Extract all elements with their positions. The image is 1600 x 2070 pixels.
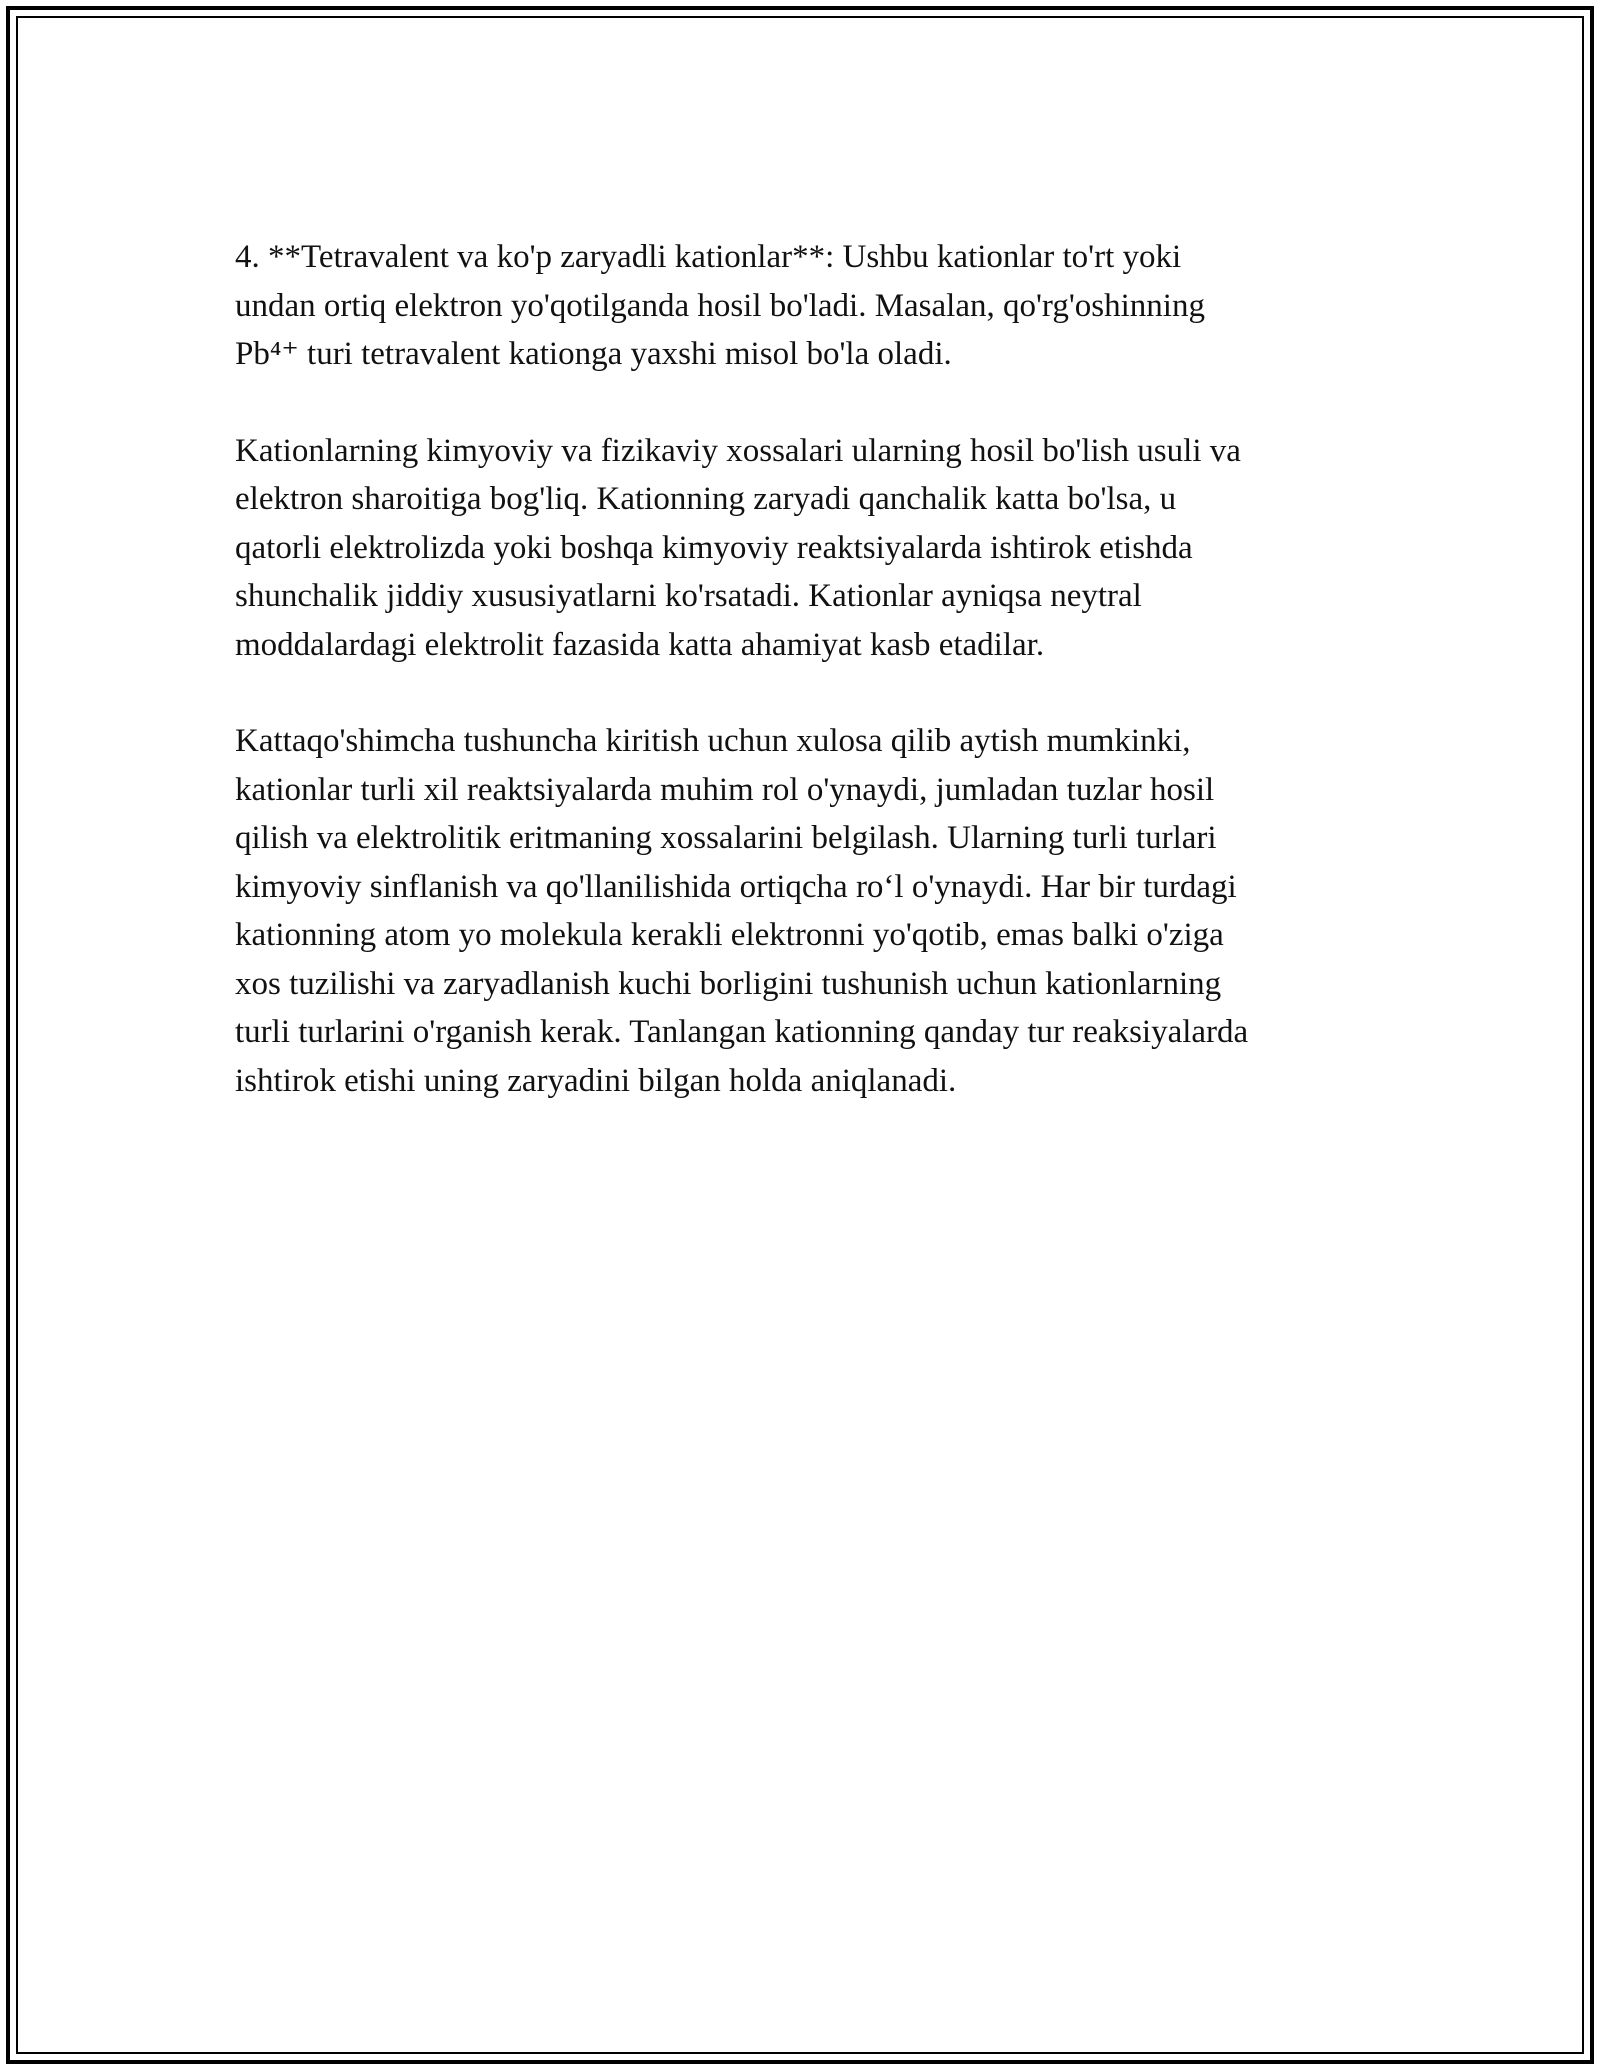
document-body xyxy=(235,233,1375,1153)
paragraph-cation-properties: Kationlarning kimyoviy va fizikaviy xossalari ularning hosil bo'lish usuli va elektron sharoitiga bog'liq. Kationning zaryadi qanchalik katta bo'lsa, u qatorli elektrolizda yoki boshqa kimyoviy reaktsiyalarda ishtirok etishda shunchalik jiddiy xususiyatlarni ko'rsatadi. Kationlar ayniqsa neytral moddalardagi elektrolit fazasida katta ahamiyat kasb etadilar. xyxy=(235,432,1241,663)
paragraph-conclusion: Kattaqo'shimcha tushuncha kiritish uchun xulosa qilib aytish mumkinki, kationlar turli xil reaktsiyalarda muhim rol o'ynaydi, jumladan tuzlar hosil qilish va elektrolitik eritmaning xossalarini belgilash. Ularning turli turlari kimyoviy sinflanish va qo'llanilishida ortiqcha ro‘l o'ynaydi. Har bir turdagi kationning atom yo molekula kerakli elektronni yo'qotib, emas balki o'ziga xos tuzilishi va zaryadlanish kuchi borligini tushunish uchun kationlarning turli turlarini o'rganish kerak. Tanlangan kationning qanday tur reaksiyalarda ishtirok etishi uning zaryadini bilgan holda aniqlanadi. xyxy=(235,723,1249,1099)
paragraph-tetravalent-cations: 4. **Tetravalent va ko'p zaryadli kationlar**: Ushbu kationlar to'rt yoki undan ortiq elektron yo'qotilganda hosil bo'ladi. Masalan, qo'rg'oshinning Pb⁴⁺ turi tetravalent kationga yaxshi misol bo'la oladi. xyxy=(235,239,1205,372)
